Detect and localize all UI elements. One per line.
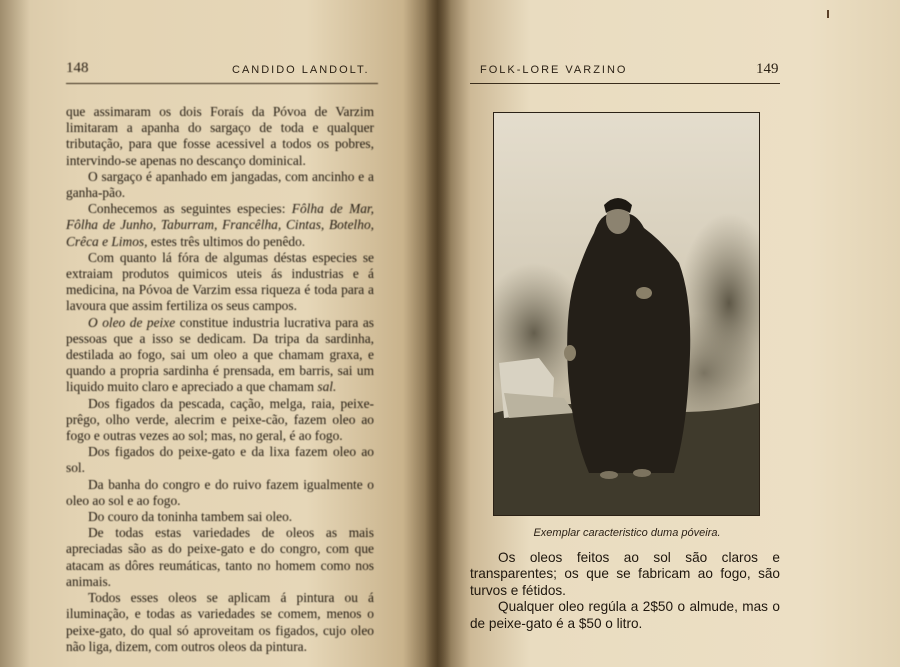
paragraph [66, 444, 374, 476]
text-run: Dos figados do peixe-gato e da lixa fazem oleo ao sol. [66, 444, 374, 476]
text-run: Do couro da toninha tambem sai oleo. [88, 509, 293, 525]
paragraph [66, 509, 374, 525]
text-run: constitue industria lucrativa para as pessoas que a isso se dedicam. Da tripa da sardinha, destilada ao fogo, sai um oleo a que chamam graxa, e quando a propria sardinha é prensada, em barris, sai um liquido muito claro e apreciado a que chamam [66, 314, 374, 395]
text-run: Com quanto lá fóra de algumas déstas especies se extraiam produtos quimicos uteis ás industrias e á medicina, na Póvoa de Varzim essa riqueza é toda para a lavoura que assim fertiliza os seus campos. [66, 249, 374, 314]
woman-portrait-illustration [494, 113, 759, 515]
italic-text: sal. [317, 379, 337, 395]
right-head-rule [470, 83, 780, 84]
paragraph [66, 315, 374, 396]
page-edge-shadow [0, 0, 30, 667]
text-run: Da banha do congro e do ruivo fazem igualmente o oleo ao sol e ao fogo. [66, 476, 374, 508]
text-run: O sargaço é apanhado em jangadas, com ancinho e a ganha-pão. [66, 168, 374, 201]
left-running-head: CANDIDO LANDOLT. [232, 64, 370, 76]
text-run: Todos esses oleos se aplicam á pintura ou á iluminação, e todas as variedades se comem, menos o peixe-gato, do qual só aproveitam os figados, cujo oleo não liga, dizem, com outros oleos da pintura. [66, 590, 374, 654]
paragraph [66, 477, 374, 509]
text-run: que assimaram os dois Foraís da Póvoa de Varzim limitaram a apanha do sargaço de toda e qualquer tributação, para que fosse acessivel a todos os pobres, intervindo-se apenas no descanço dominical. [66, 104, 374, 168]
paragraph [66, 250, 374, 315]
paragraph [66, 169, 374, 201]
paragraph [66, 104, 374, 169]
book-gutter [425, 0, 451, 667]
left-page-number: 148 [66, 60, 89, 76]
left-page-body [66, 104, 374, 655]
portrait-photograph [493, 112, 760, 516]
italic-text: oleo de peixe [102, 314, 176, 330]
paragraph [66, 201, 374, 250]
right-running-head: FOLK-LORE VARZINO [480, 64, 628, 76]
right-page-body [470, 550, 780, 632]
figure-caption: Exemplar caracteristico duma póveira. [533, 527, 721, 539]
paragraph [66, 525, 374, 590]
paragraph [66, 590, 374, 655]
left-head-rule [66, 83, 378, 84]
italic-text: O [88, 314, 103, 330]
text-run: estes três ultimos do penêdo. [147, 233, 306, 249]
text-run: Dos figados da pescada, cação, melga, raia, peixe-prêgo, olho verde, alecrim e peixe-cão, fazem oleo ao fogo e outras vezes ao sol; mas, no geral, é ao fogo. [66, 395, 374, 444]
left-page [0, 0, 438, 667]
paragraph: Os oleos feitos ao sol são claros e transparentes; os que se fabricam ao fogo, são turvos e fétidos. [470, 550, 780, 598]
text-run: Conhecemos as seguintes especies: [88, 201, 292, 217]
ink-mark [827, 10, 829, 18]
paragraph: Qualquer oleo regúla a 2$50 o almude, mas o de peixe-gato é a $50 o litro. [470, 599, 780, 631]
text-run: De todas estas variedades de oleos as mais apreciadas são as do peixe-gato e do congro, com que atacam as dôres reumáticas, tanto no homem como nos animais. [66, 525, 374, 589]
right-page-number: 149 [756, 61, 779, 77]
italic-text: Fôlha de Mar, Fôlha de Junho, Taburram, Francêlha, Cintas, Botelho, Crêca e Limos, [66, 201, 374, 249]
paragraph [66, 396, 374, 445]
